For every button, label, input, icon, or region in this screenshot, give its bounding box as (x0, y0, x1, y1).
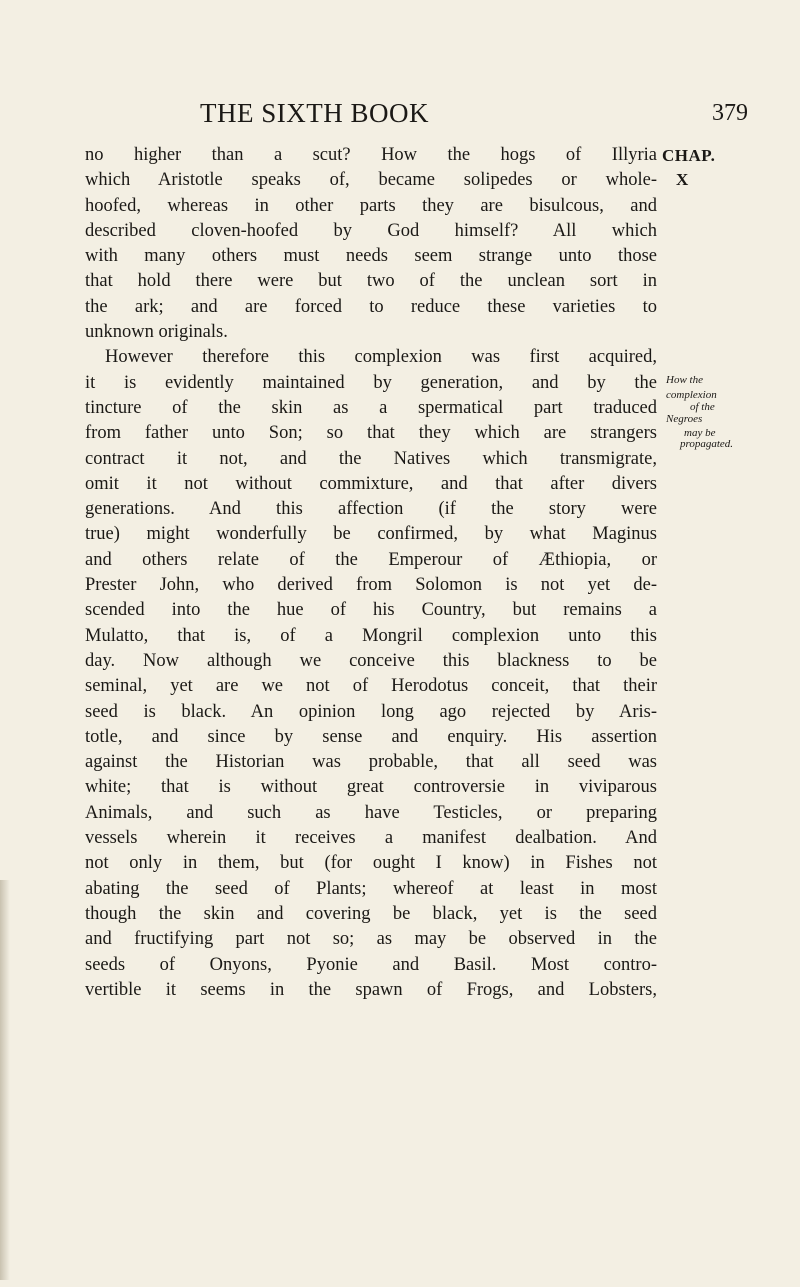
margin-note-line: How the (666, 374, 703, 386)
page-header (200, 98, 750, 138)
margin-note-line: of the (690, 401, 715, 413)
margin-note-line: complexion (666, 389, 717, 401)
text-line: abating the seed of Plants; whereof at least in most (85, 878, 657, 899)
text-line: tincture of the skin as a spermatical part traduced (85, 397, 657, 418)
text-line: described cloven-hoofed by God himself? All which (85, 220, 657, 241)
page-edge-shadow (0, 880, 10, 1280)
text-line: Prester John, who derived from Solomon is not yet de- (85, 575, 657, 596)
body-text (85, 143, 657, 1003)
text-line: with many others must needs seem strange unto those (85, 246, 657, 267)
margin-note-line: propagated. (680, 438, 734, 450)
text-line: it is evidently maintained by generation, and by the (85, 372, 657, 393)
text-line: and fructifying part not so; as may be observed in the (85, 929, 657, 950)
page-number: 379 (712, 100, 748, 126)
text-line: seed is black. An opinion long ago rejected by Aris- (85, 701, 657, 722)
chapter-number: X (676, 170, 689, 189)
text-line: unknown originals. (85, 322, 228, 343)
text-line: white; that is without great controversie in viviparous (85, 777, 657, 798)
text-line: against the Historian was probable, that all seed was (85, 752, 657, 773)
text-line: seeds of Onyons, Pyonie and Basil. Most contro- (85, 954, 657, 975)
text-line: seminal, yet are we not of Herodotus conceit, that their (85, 676, 657, 697)
text-line: no higher than a scut? How the hogs of Illyria (85, 145, 657, 165)
text-line: and others relate of the Emperour of Æthiopia, or (85, 549, 657, 570)
margin-note-line: may be (684, 427, 716, 439)
text-line: not only in them, but (for ought I know) in Fishes not (85, 853, 657, 874)
text-line: generations. And this affection (if the story were (85, 499, 657, 520)
text-line: contract it not, and the Natives which transmigrate, (85, 448, 657, 469)
text-line: the ark; and are forced to reduce these varieties to (85, 296, 657, 317)
text-line: hoofed, whereas in other parts they are bisulcous, and (85, 195, 657, 216)
text-line: Animals, and such as have Testicles, or preparing (85, 802, 657, 823)
text-line: from father unto Son; so that they which are strangers (85, 423, 657, 444)
text-line: scended into the hue of his Country, but remains a (85, 600, 657, 621)
text-line: totle, and since by sense and enquiry. His assertion (85, 726, 657, 747)
text-line: that hold there were but two of the unclean sort in (85, 271, 657, 292)
text-line: true) might wonderfully be confirmed, by what Maginus (85, 524, 657, 545)
text-line: day. Now although we conceive this blackness to be (85, 650, 657, 671)
running-head: THE SIXTH BOOK (200, 98, 429, 128)
margin-note-line: Negroes (666, 413, 703, 425)
text-line: vertible it seems in the spawn of Frogs, and Lobsters, (85, 979, 657, 1000)
text-line: Mulatto, that is, of a Mongril complexion unto this (85, 625, 657, 646)
text-line: which Aristotle speaks of, became solipedes or whole- (85, 170, 657, 191)
chapter-label: CHAP. (662, 146, 716, 165)
text-line: vessels wherein it receives a manifest dealbation. And (85, 828, 657, 849)
text-line: However therefore this complexion was first acquired, (105, 347, 657, 368)
text-line: though the skin and covering be black, yet is the seed (85, 903, 657, 924)
text-line: omit it not without commixture, and that after divers (85, 473, 657, 494)
